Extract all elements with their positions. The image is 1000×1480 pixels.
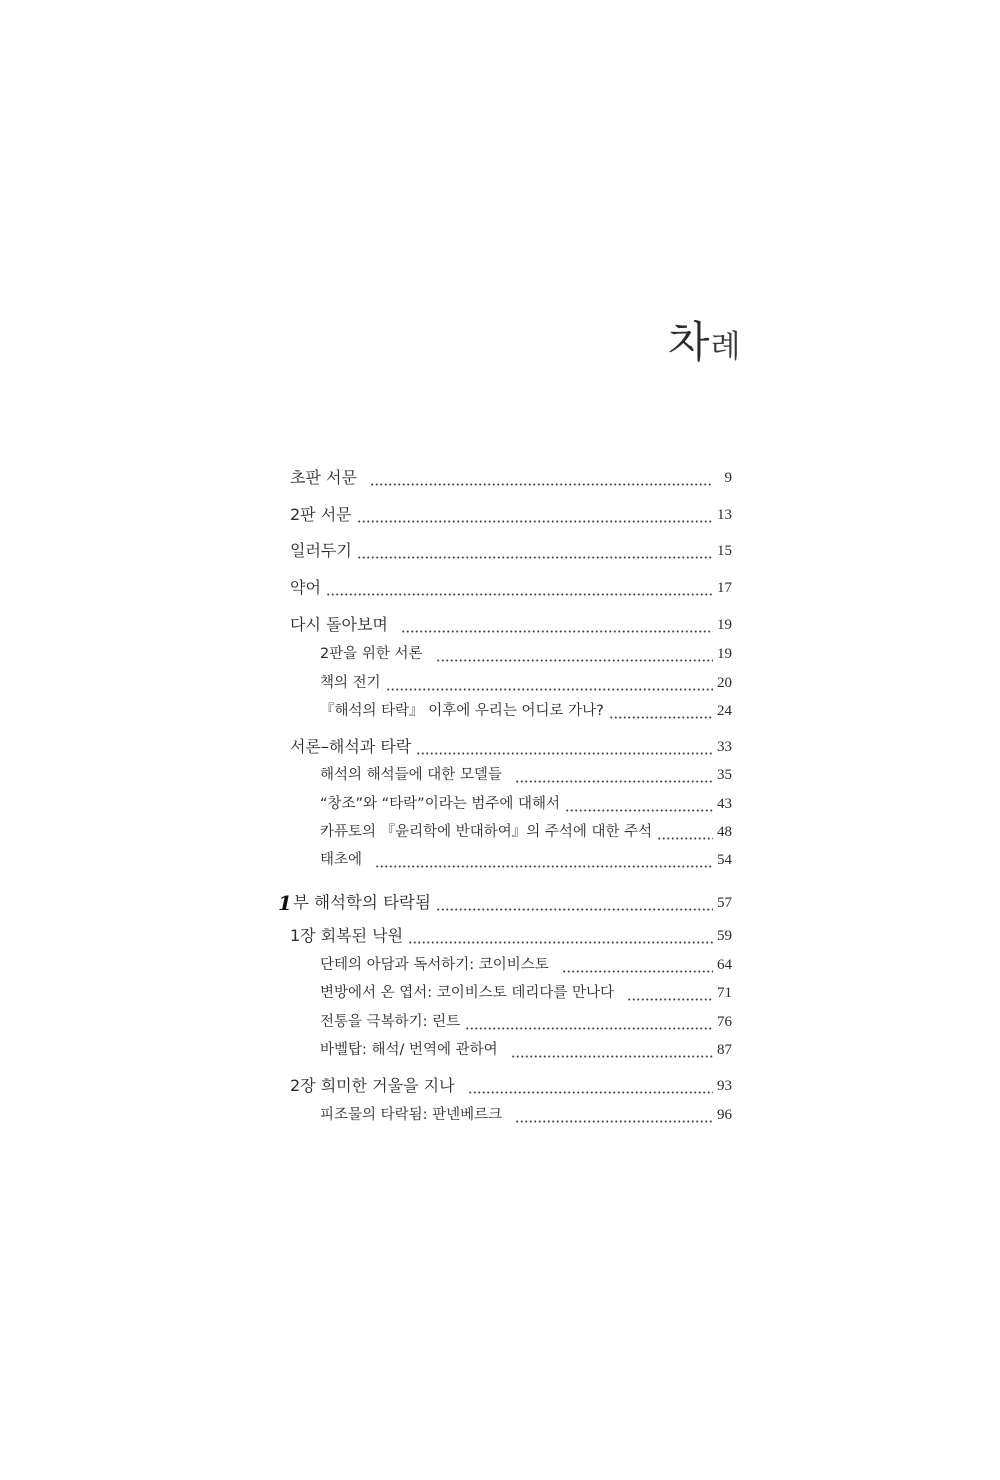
toc-subentry <box>290 792 732 816</box>
toc-section <box>290 613 732 637</box>
page-number: 57 <box>717 895 732 911</box>
toc-entry-label: 변방에서 온 엽서: 코이비스토 데리다를 만나다 <box>320 985 615 1001</box>
page-number: 19 <box>717 617 732 633</box>
toc-entry-label: 부 해석학의 타락됨 <box>292 893 431 912</box>
dot-leader <box>657 837 713 840</box>
page-number: 20 <box>717 675 732 691</box>
page-number: 9 <box>724 470 732 486</box>
dot-leader <box>468 1091 713 1094</box>
dot-leader <box>370 483 713 486</box>
toc-chapter <box>290 924 732 948</box>
toc-entry-label: 『해석의 타락』 이후에 우리는 어디로 가나? <box>320 703 604 719</box>
toc-entry-label: 서론–해석과 타락 <box>290 737 412 756</box>
page-number: 87 <box>717 1042 732 1058</box>
toc-entry-label: 단테의 아담과 독서하기: 코이비스토 <box>320 957 549 973</box>
page-number: 24 <box>717 703 732 719</box>
toc-section <box>290 735 732 759</box>
dot-leader <box>565 809 713 812</box>
toc-entry-label: 1장 회복된 낙원 <box>290 926 404 945</box>
dot-leader <box>357 556 713 559</box>
page-number: 96 <box>717 1107 732 1123</box>
dot-leader <box>511 1055 713 1058</box>
dot-leader <box>515 780 713 783</box>
toc-entry-label: 카퓨토의 『윤리학에 반대하여』의 주석에 대한 주석 <box>320 824 653 840</box>
toc-entry <box>290 503 732 527</box>
page-number: 33 <box>717 739 732 755</box>
toc-entry <box>290 576 732 600</box>
toc-entry-label: 책의 전기 <box>320 675 381 691</box>
page-number: 54 <box>717 852 732 868</box>
toc-subentry <box>290 763 732 787</box>
toc-entry <box>290 466 732 490</box>
dot-leader <box>357 520 713 523</box>
toc-subentry <box>290 820 732 844</box>
toc-entry <box>290 539 732 563</box>
dot-leader <box>562 970 713 973</box>
toc-subentry <box>290 699 732 723</box>
dot-leader <box>627 998 713 1001</box>
toc-entry-label: 초판 서문 <box>290 468 357 487</box>
page-title-first: 차 <box>668 318 710 368</box>
toc-entry-label: 2판을 위한 서론 <box>320 646 423 662</box>
page-number: 64 <box>717 957 732 973</box>
dot-leader <box>465 1027 713 1030</box>
toc-entry-label: 일러두기 <box>290 541 352 560</box>
dot-leader <box>416 752 713 755</box>
page-number: 71 <box>717 985 732 1001</box>
page-title-second: 례 <box>710 329 741 365</box>
toc-subentry <box>290 848 732 872</box>
toc-subentry <box>290 1103 732 1127</box>
toc-subentry <box>290 1010 732 1034</box>
page-number: 13 <box>717 507 732 523</box>
dot-leader <box>386 688 713 691</box>
page-number: 17 <box>717 580 732 596</box>
toc-entry-label: 다시 돌아보며 <box>290 615 388 634</box>
page-number: 48 <box>717 824 732 840</box>
toc-entry-label: “창조”와 “타락”이라는 범주에 대해서 <box>320 796 560 812</box>
toc-subentry <box>290 642 732 666</box>
toc-entry-label: 약어 <box>290 578 321 597</box>
toc-entry-label: 2판 서문 <box>290 505 352 524</box>
toc-entry-label: 해석의 해석들에 대한 모델들 <box>320 767 502 783</box>
dot-leader <box>436 659 714 662</box>
page-number: 15 <box>717 543 732 559</box>
page-number: 43 <box>717 796 732 812</box>
toc-part <box>278 891 732 915</box>
page-number: 35 <box>717 767 732 783</box>
dot-leader <box>408 941 713 944</box>
toc-subentry <box>290 981 732 1005</box>
dot-leader <box>375 865 713 868</box>
page-number: 76 <box>717 1014 732 1030</box>
toc-entry-label: 바벨탑: 해석/ 번역에 관하여 <box>320 1042 498 1058</box>
dot-leader <box>609 716 713 719</box>
toc-entry-label: 2장 희미한 거울을 지나 <box>290 1076 455 1095</box>
toc-subentry <box>290 671 732 695</box>
toc-chapter <box>290 1074 732 1098</box>
toc-subentry <box>290 1038 732 1062</box>
dot-leader <box>515 1120 713 1123</box>
dot-leader <box>401 630 713 633</box>
page-number: 93 <box>717 1078 732 1094</box>
dot-leader <box>326 593 713 596</box>
page-number: 59 <box>717 928 732 944</box>
toc-entry-label: 전통을 극복하기: 린트 <box>320 1014 461 1030</box>
dot-leader <box>436 908 713 911</box>
toc-entry-label: 태초에 <box>320 852 363 868</box>
toc-subentry <box>290 953 732 977</box>
page-number: 19 <box>717 646 732 662</box>
table-of-contents <box>278 0 732 1480</box>
part-number: 1 <box>278 891 292 915</box>
toc-entry-label: 피조물의 타락됨: 판넨베르크 <box>320 1107 503 1123</box>
